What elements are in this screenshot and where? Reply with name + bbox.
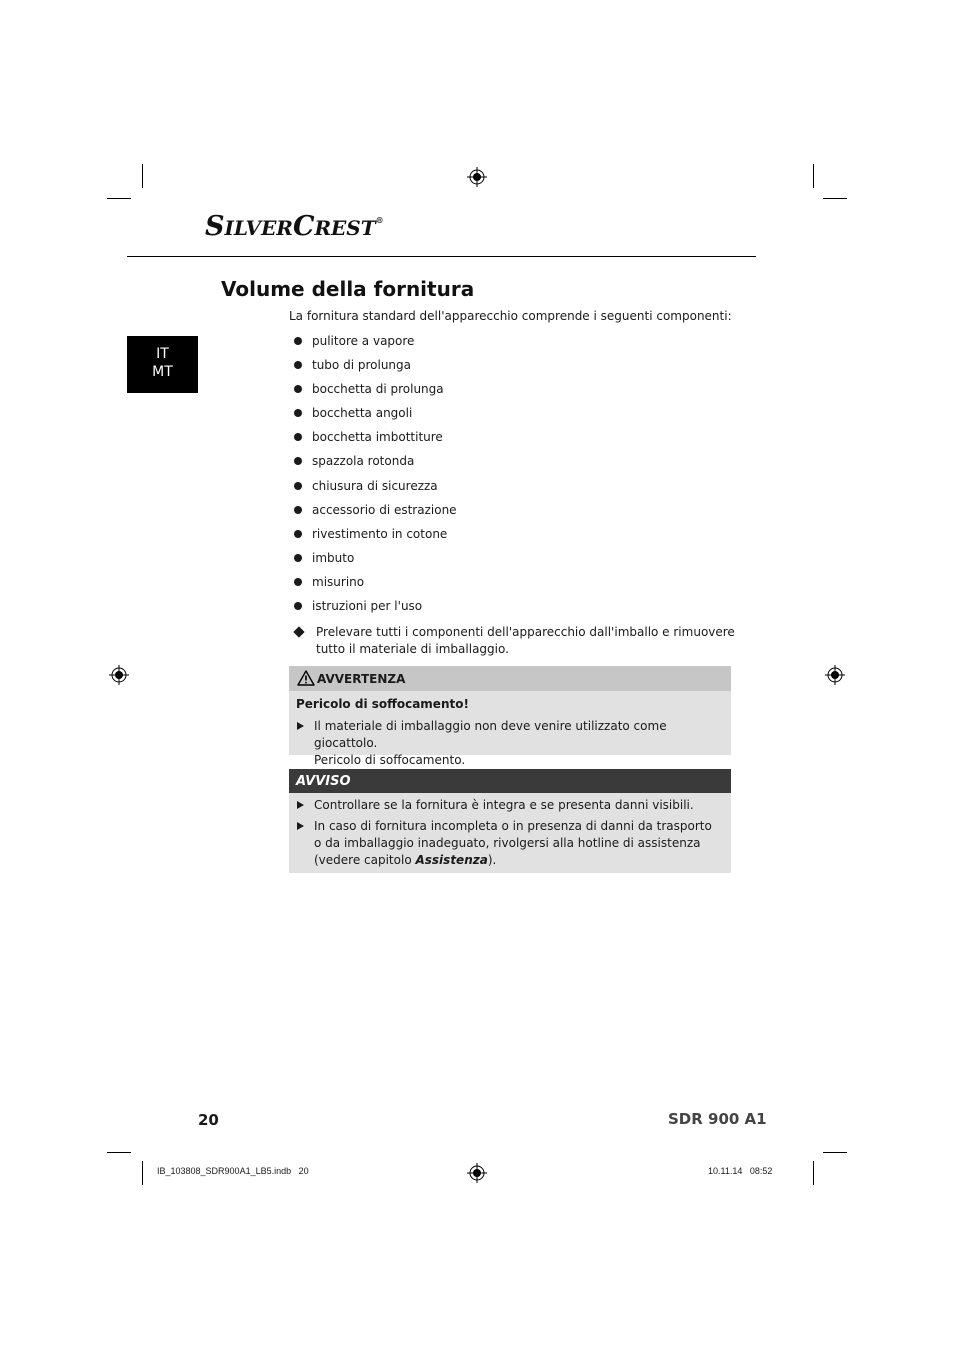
notice-header (289, 769, 731, 793)
notice-item (297, 818, 727, 869)
registered-mark: ® (375, 215, 384, 225)
language-code: MT (152, 364, 173, 380)
language-code: IT (156, 346, 169, 362)
brand-logo (205, 213, 384, 240)
crop-mark (813, 164, 814, 188)
registration-mark-icon (109, 665, 129, 685)
list-item (294, 476, 457, 500)
bullet-icon (294, 482, 302, 490)
list-item (294, 355, 457, 379)
list-item (294, 451, 457, 475)
list-item (294, 331, 457, 355)
bullet-icon (294, 433, 302, 441)
list-item-label: bocchetta di prolunga (312, 382, 444, 397)
bullet-icon (294, 506, 302, 514)
logo-letter: S (205, 211, 225, 242)
warning-line: Pericolo di soffocamento. (314, 753, 466, 767)
crop-mark (107, 1152, 131, 1153)
list-item-label: rivestimento in cotone (312, 526, 448, 541)
print-slug-date: 10.11.14 08:52 (708, 1166, 773, 1176)
list-item (294, 548, 457, 572)
list-item-label: spazzola rotonda (312, 454, 415, 469)
registration-mark-icon (825, 665, 845, 685)
crop-mark (107, 198, 131, 199)
crop-mark (813, 1161, 814, 1185)
notice-item (297, 797, 727, 814)
print-slug-file: IB_103808_SDR900A1_LB5.indb 20 (157, 1166, 309, 1176)
warning-item (297, 718, 727, 769)
bullet-icon (294, 337, 302, 345)
registration-mark-icon (467, 167, 487, 187)
crop-mark (823, 198, 847, 199)
crop-mark (823, 1152, 847, 1153)
arrow-bullet-icon (297, 722, 304, 730)
list-item-label: misurino (312, 574, 365, 589)
list-item (294, 524, 457, 548)
list-item (294, 379, 457, 403)
list-item (294, 500, 457, 524)
warning-box (289, 666, 731, 767)
bullet-icon (294, 530, 302, 538)
list-item-label: accessorio di estrazione (312, 502, 457, 517)
list-item (294, 572, 457, 596)
notice-line: o da imballaggio inadeguato, rivolgersi alla hotline di assistenza (314, 836, 701, 850)
warning-line: Il materiale di imballaggio non deve venire utilizzato come giocattolo. (314, 719, 667, 750)
language-tab (127, 336, 198, 393)
logo-letters: ILVER (224, 216, 293, 240)
bullet-icon (294, 457, 302, 465)
bullet-icon (294, 361, 302, 369)
logo-letter: C (292, 211, 315, 242)
notice-text: ). (487, 853, 497, 867)
crop-mark (142, 1161, 143, 1185)
crop-mark (142, 164, 143, 188)
notice-line (297, 852, 727, 869)
model-number: SDR 900 A1 (668, 1110, 767, 1128)
warning-title: AVVERTENZA (317, 672, 406, 686)
list-item (294, 427, 457, 451)
registration-mark-icon (467, 1163, 487, 1183)
list-item-label: bocchetta angoli (312, 406, 413, 421)
warning-subtitle: Pericolo di soffocamento! (296, 697, 469, 711)
step-line: Prelevare tutti i componenti dell'apparecchio dall'imballo e rimuovere (316, 625, 735, 639)
notice-line: Controllare se la fornitura è integra e se presenta danni visibili. (314, 798, 694, 812)
intro-text: La fornitura standard dell'apparecchio comprende i seguenti componenti: (289, 309, 732, 323)
bullet-icon (294, 602, 302, 610)
notice-title: AVVISO (296, 774, 351, 789)
header-divider (127, 256, 756, 257)
action-step (295, 624, 735, 658)
arrow-bullet-icon (297, 822, 304, 830)
logo-letters: REST (314, 216, 376, 240)
list-item (294, 596, 457, 620)
notice-line: In caso di fornitura incompleta o in presenza di danni da trasporto (314, 819, 712, 833)
list-item-label: tubo di prolunga (312, 358, 411, 373)
notice-text: (vedere capitolo (314, 853, 416, 867)
bullet-icon (294, 554, 302, 562)
component-list (294, 331, 457, 620)
list-item-label: imbuto (312, 550, 355, 565)
bullet-icon (294, 385, 302, 393)
list-item-label: pulitore a vapore (312, 334, 415, 348)
list-item-label: istruzioni per l'uso (312, 599, 423, 614)
list-item (294, 403, 457, 427)
warning-header (289, 666, 731, 691)
page-title: Volume della fornitura (221, 277, 475, 301)
list-item-label: chiusura di sicurezza (312, 478, 438, 493)
arrow-bullet-icon (297, 801, 304, 809)
chapter-reference: Assistenza (415, 853, 488, 867)
bullet-icon (294, 578, 302, 586)
list-item-label: bocchetta imbottiture (312, 430, 443, 445)
page-number: 20 (198, 1111, 219, 1129)
step-line: tutto il materiale di imballaggio. (316, 642, 509, 656)
warning-triangle-icon (297, 670, 315, 686)
notice-box (289, 769, 731, 873)
bullet-icon (294, 409, 302, 417)
